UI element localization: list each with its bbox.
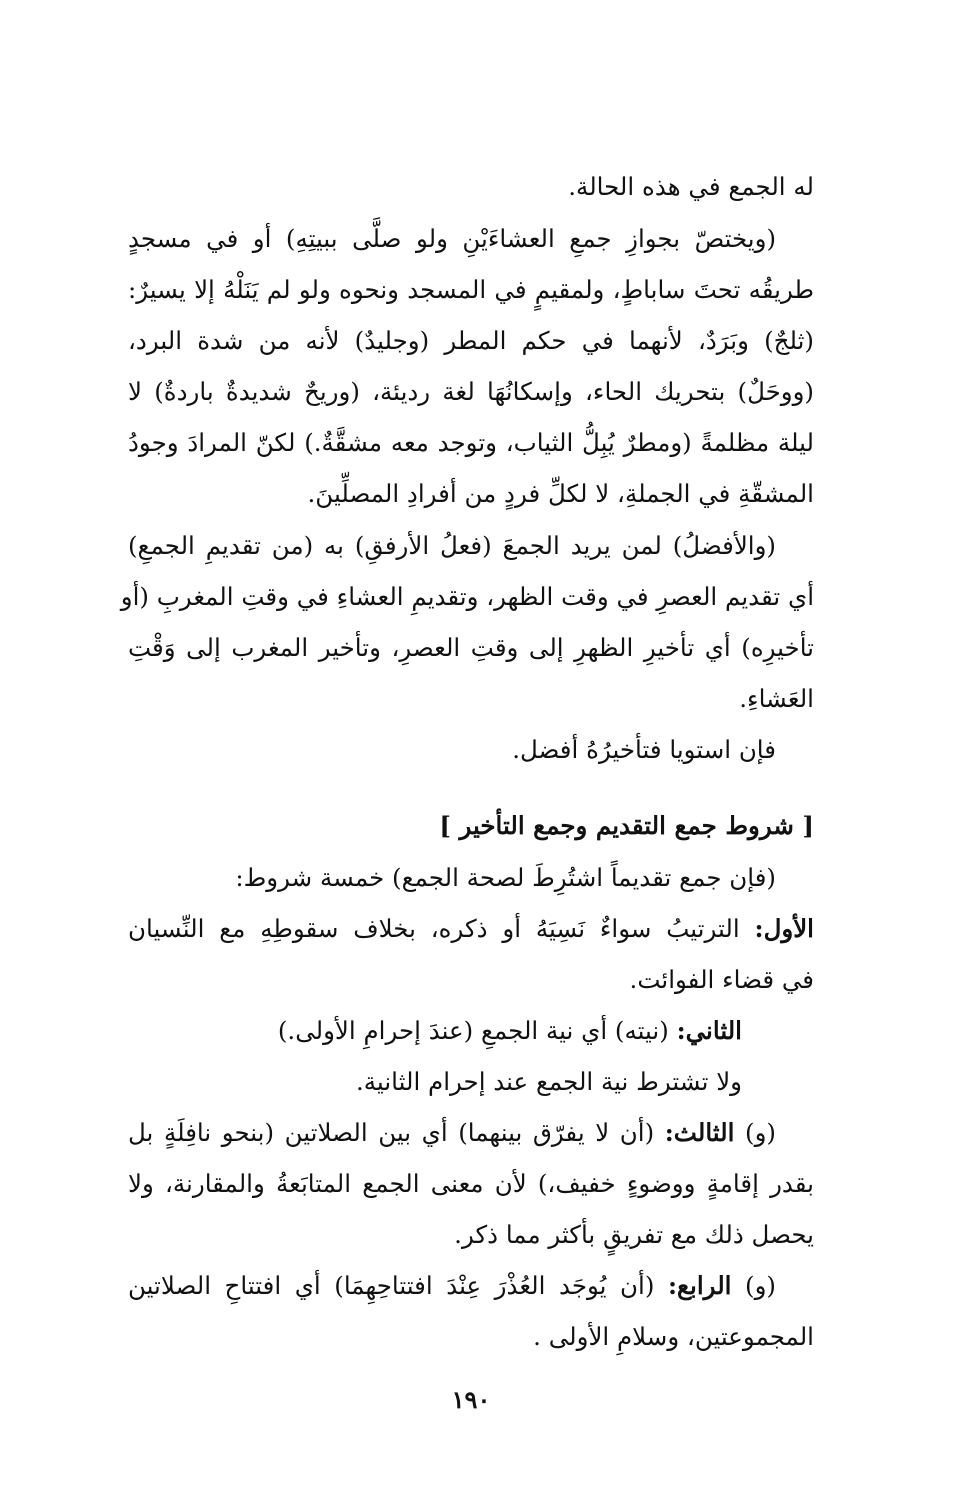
condition-text: (نيته) أي نية الجمعِ (عندَ إحرامِ الأولى.)	[277, 1016, 677, 1045]
condition-first	[128, 907, 814, 951]
text-line-9: أي تقديم العصرِ في وقت الظهر، وتقديمِ العشاءِ في وقتِ المغربِ (أو	[120, 582, 814, 611]
text-line-2: (ويختصّ بجوازِ جمعِ العشاءَيْنِ ولو صلَّى ببيتِهِ) أو في مسجدٍ	[128, 224, 776, 253]
condition-fourth	[128, 1264, 814, 1308]
text-line-1: له الجمع في هذه الحالة.	[568, 172, 814, 201]
text-line-10: تأخيرِه) أي تأخيرِ الظهرِ إلى وقتِ العصرِ، وتأخير المغرب إلى وَقْتِ	[128, 633, 814, 662]
text-line-18: ولا تشترط نية الجمع عند إحرام الثانية.	[356, 1067, 742, 1096]
text-line-3: طريقُه تحتَ ساباطٍ، ولمقيمٍ في المسجد ونحوه ولو لم يَنَلْهُ إلا يسيرٌ:	[128, 275, 814, 304]
text-line-4: (ثلجٌ) وبَرَدٌ، لأنهما في حكم المطر (وجليدٌ) لأنه من شدة البرد،	[128, 326, 814, 355]
condition-label: الأول:	[754, 914, 814, 943]
condition-text: (أن لا يفرّق بينهما) أي بين الصلاتين (بنحو نافِلَةٍ بل	[128, 1118, 665, 1147]
condition-text: (أن يُوجَد العُذْرَ عِنْدَ افتتاحِهِمَا) أي افتتاحِ الصلاتين	[128, 1271, 668, 1300]
page-number: ١٩٠	[451, 1385, 491, 1414]
condition-label: الثاني:	[676, 1016, 742, 1045]
book-page	[120, 0, 814, 1485]
condition-label: الثالث:	[664, 1118, 735, 1147]
text-line-11: العَشاءِ.	[739, 684, 814, 713]
text-line-23: المجموعتين، وسلامِ الأولى .	[533, 1322, 814, 1351]
condition-prefix: (و)	[734, 1118, 776, 1147]
text-line-6: ليلة مظلمةً (ومطرٌ يُبِلُّ الثياب، وتوجد معه مشقَّةٌ.) لكنّ المرادَ وجودُ	[128, 428, 814, 457]
text-line-16: في قضاء الفوائت.	[629, 965, 814, 994]
condition-third	[128, 1111, 814, 1155]
text-line-5: (ووحَلٌ) بتحريك الحاء، وإسكانُهَا لغة رديئة، (وريحٌ شديدةٌ باردةٌ) لا	[128, 377, 814, 406]
condition-label: الرابع:	[667, 1271, 732, 1300]
text-line-21: يحصل ذلك مع تفريقٍ بأكثر مما ذكر.	[454, 1220, 814, 1249]
text-line-14: (فإن جمع تقديماً اشتُرِطَ لصحة الجمع) خمسة شروط:	[235, 863, 776, 892]
text-line-12: فإن استويا فتأخيرُهُ أفضل.	[512, 735, 776, 764]
text-line-7: المشقّةِ في الجملةِ، لا لكلِّ فردٍ من أفرادِ المصلِّينَ.	[307, 479, 814, 508]
text-line-20: بقدر إقامةٍ ووضوءٍ خفيف،) لأن معنى الجمع المتابَعةُ والمقارنة، ولا	[128, 1169, 814, 1198]
text-line-8: (والأفضلُ) لمن يريد الجمعَ (فعلُ الأرفقِ) به (من تقديمِ الجمعِ)	[128, 531, 776, 560]
condition-prefix: (و)	[731, 1271, 776, 1300]
condition-text: الترتيبُ سواءٌ نَسِيَهُ أو ذكره، بخلاف سقوطِهِ مع النِّسيان	[128, 914, 755, 943]
section-heading: [ شروط جمع التقديم وجمع التأخير ]	[439, 811, 814, 840]
condition-second	[128, 1009, 814, 1053]
